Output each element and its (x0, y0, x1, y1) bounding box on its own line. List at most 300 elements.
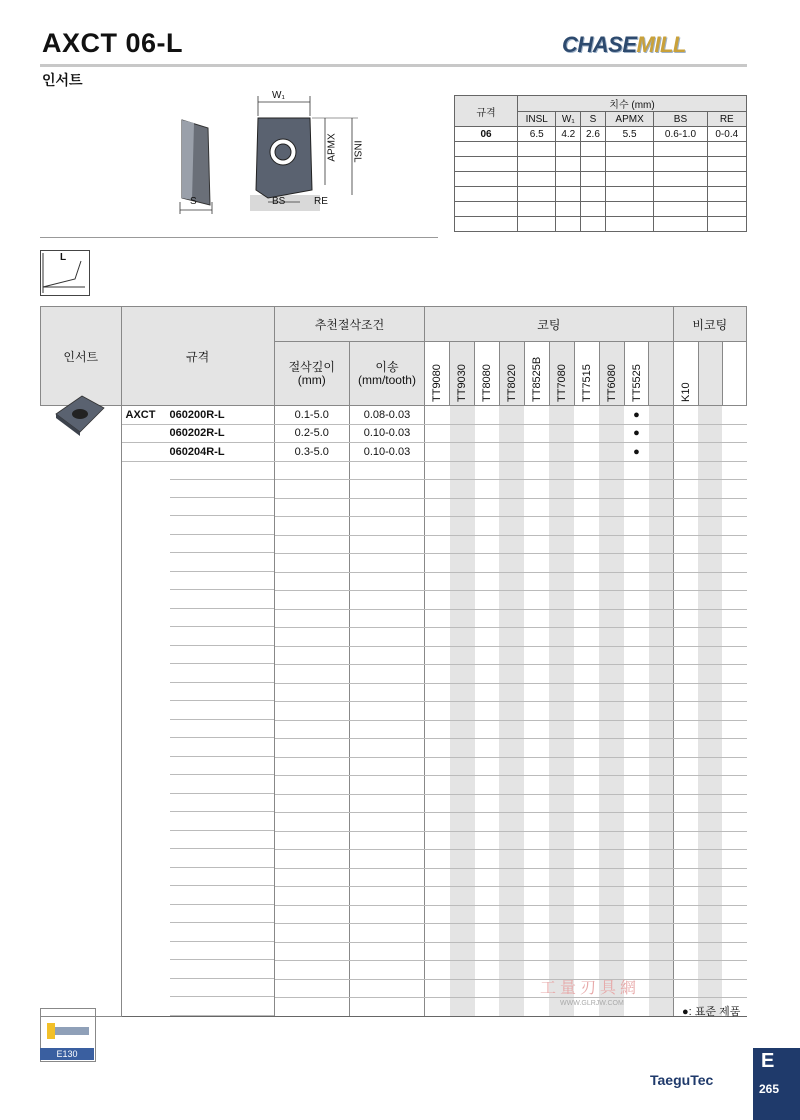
grade-cell (673, 424, 698, 443)
grade-cell (524, 609, 549, 628)
grade-cell (499, 554, 524, 573)
table-row (41, 850, 747, 869)
dims-empty-cell (556, 187, 581, 202)
grade-cell (574, 757, 599, 776)
grade-cell (649, 665, 673, 684)
grade-cell (425, 739, 450, 758)
grade-cell (599, 924, 624, 943)
grade-cell (475, 646, 500, 665)
dims-empty-cell (556, 157, 581, 172)
grade-cell (549, 646, 574, 665)
grade-cell (524, 498, 549, 517)
table-row (41, 979, 747, 998)
grade-cell (450, 924, 475, 943)
grade-cell (499, 794, 524, 813)
grade-cell (425, 831, 450, 850)
grade-cell (475, 757, 500, 776)
legend-standard: ●: 표준 제품 (682, 1006, 741, 1018)
grade-cell (425, 683, 450, 702)
label-s: S (190, 196, 197, 207)
depth-cell (274, 461, 349, 480)
grade-cell (524, 831, 549, 850)
grade-col-header (574, 342, 599, 406)
grade-cell (698, 868, 722, 887)
grade-cell (673, 591, 698, 610)
header-insert: 인서트 (41, 307, 122, 406)
grade-cell (574, 517, 599, 536)
grade-cell (649, 554, 673, 573)
grade-cell (673, 739, 698, 758)
grade-cell (698, 683, 722, 702)
dims-empty-cell (556, 202, 581, 217)
header-uncoated: 비코팅 (673, 307, 746, 342)
grade-cell (722, 683, 746, 702)
grade-cell (599, 517, 624, 536)
grade-cell (599, 665, 624, 684)
grade-cell (698, 850, 722, 869)
spec-cell (121, 905, 274, 924)
depth-cell (274, 924, 349, 943)
spec-cell (121, 998, 274, 1017)
feed-cell (349, 850, 424, 869)
grade-cell (722, 720, 746, 739)
grade-cell (450, 517, 475, 536)
grade-cell (524, 813, 549, 832)
grade-cell (673, 813, 698, 832)
spec-cell (121, 480, 274, 499)
grade-cell (624, 813, 649, 832)
grade-cell (524, 683, 549, 702)
table-row (41, 665, 747, 684)
table-row (41, 572, 747, 591)
spec-cell (121, 554, 274, 573)
grade-cell (673, 979, 698, 998)
grade-cell (722, 498, 746, 517)
insert-rows (41, 406, 747, 1017)
grade-cell (698, 887, 722, 906)
grade-cell (624, 665, 649, 684)
grade-col-header (549, 342, 574, 406)
grade-cell (722, 794, 746, 813)
grade-cell (475, 942, 500, 961)
grade-cell (698, 424, 722, 443)
grade-cell (673, 887, 698, 906)
grade-cell (499, 443, 524, 462)
grade-cell (475, 794, 500, 813)
feed-cell (349, 961, 424, 980)
feed-cell (349, 757, 424, 776)
grade-cell (722, 776, 746, 795)
grade-cell (574, 683, 599, 702)
table-row (41, 535, 747, 554)
grade-cell (722, 868, 746, 887)
grade-cell (698, 979, 722, 998)
dims-empty-cell (654, 187, 707, 202)
grade-cell (425, 424, 450, 443)
grade-cell (574, 813, 599, 832)
grade-name: TT9030 (456, 364, 469, 402)
grade-cell (599, 461, 624, 480)
table-row (455, 202, 747, 217)
spec-cell (121, 665, 274, 684)
grade-cell (450, 480, 475, 499)
grade-cell (698, 461, 722, 480)
grade-cell (599, 646, 624, 665)
dims-empty-cell (455, 187, 518, 202)
table-row (41, 831, 747, 850)
dims-empty-cell (581, 142, 606, 157)
dimensions-table (454, 95, 747, 232)
diagram-divider (40, 237, 438, 238)
depth-cell (274, 850, 349, 869)
depth-cell (274, 905, 349, 924)
grade-cell (649, 646, 673, 665)
grade-cell (649, 683, 673, 702)
depth-cell (274, 646, 349, 665)
depth-cell (274, 702, 349, 721)
table-row (41, 720, 747, 739)
table-row (41, 628, 747, 647)
reference-page-link[interactable]: E130 (40, 1048, 94, 1060)
feed-cell (349, 794, 424, 813)
spec-cell (121, 683, 274, 702)
dims-empty-cell (707, 187, 746, 202)
grade-cell (649, 720, 673, 739)
feed-cell: 0.10-0.03 (349, 424, 424, 443)
grade-cell (450, 665, 475, 684)
table-row (41, 406, 747, 425)
grade-cell (549, 868, 574, 887)
grade-cell (475, 887, 500, 906)
grade-cell (624, 905, 649, 924)
dims-col: INSL (518, 112, 556, 127)
grade-cell: ● (624, 424, 649, 443)
feed-cell (349, 646, 424, 665)
grade-cell (624, 535, 649, 554)
feed-cell (349, 887, 424, 906)
grade-cell (574, 794, 599, 813)
grade-cell (574, 554, 599, 573)
feed-cell (349, 554, 424, 573)
dims-empty-cell (605, 187, 654, 202)
grade-cell (499, 406, 524, 425)
grade-name: K10 (679, 382, 692, 402)
grade-cell (425, 905, 450, 924)
grade-cell (425, 535, 450, 554)
grade-cell (475, 924, 500, 943)
grade-cell (450, 794, 475, 813)
grade-cell (524, 887, 549, 906)
feed-cell (349, 739, 424, 758)
grade-cell (450, 961, 475, 980)
watermark-url: WWW.GLRJW.COM (560, 1000, 624, 1007)
grade-cell (499, 424, 524, 443)
grade-cell (524, 905, 549, 924)
grade-cell (499, 535, 524, 554)
grade-cell (524, 720, 549, 739)
feed-cell (349, 868, 424, 887)
spec-cell (121, 831, 274, 850)
grade-cell (425, 979, 450, 998)
table-row (41, 683, 747, 702)
spec-cell (121, 461, 274, 480)
insert-diagram (170, 90, 370, 220)
grade-cell (722, 480, 746, 499)
grade-name: TT5525 (630, 364, 643, 402)
grade-cell (649, 942, 673, 961)
grade-cell (499, 776, 524, 795)
dims-empty-cell (518, 157, 556, 172)
grade-cell (698, 480, 722, 499)
feed-cell (349, 683, 424, 702)
header-coating: 코팅 (425, 307, 673, 342)
grade-cell (722, 757, 746, 776)
grade-cell (574, 739, 599, 758)
grade-cell (599, 776, 624, 795)
feed-cell: 0.08-0.03 (349, 406, 424, 425)
grade-cell (475, 905, 500, 924)
grade-cell (649, 609, 673, 628)
spec-cell (121, 443, 274, 462)
grade-cell (425, 628, 450, 647)
spec-cell (121, 794, 274, 813)
grade-cell (475, 461, 500, 480)
spec-cell (121, 739, 274, 758)
grade-cell (599, 813, 624, 832)
grade-cell (499, 572, 524, 591)
grade-cell (599, 591, 624, 610)
grade-cell (450, 554, 475, 573)
dims-empty-cell (707, 157, 746, 172)
dims-empty-cell (605, 202, 654, 217)
grade-cell (574, 498, 599, 517)
depth-cell: 0.1-5.0 (274, 406, 349, 425)
grade-cell (698, 961, 722, 980)
table-row (455, 217, 747, 232)
grade-cell (425, 554, 450, 573)
grade-cell (574, 776, 599, 795)
grade-cell (649, 480, 673, 499)
grade-cell (722, 646, 746, 665)
grade-cell (425, 961, 450, 980)
dims-empty-cell (455, 157, 518, 172)
grade-cell (673, 942, 698, 961)
spec-cell (121, 850, 274, 869)
grade-cell (574, 831, 599, 850)
grade-cell (649, 887, 673, 906)
grade-cell (524, 443, 549, 462)
grade-cell (673, 646, 698, 665)
grade-cell (549, 498, 574, 517)
grade-cell (722, 942, 746, 961)
grade-cell (574, 535, 599, 554)
grade-cell (450, 887, 475, 906)
spec-cell (121, 535, 274, 554)
dims-empty-cell (654, 157, 707, 172)
grade-cell (649, 739, 673, 758)
depth-cell (274, 480, 349, 499)
grade-cell (450, 905, 475, 924)
depth-cell (274, 887, 349, 906)
depth-cell: 0.3-5.0 (274, 443, 349, 462)
grade-cell (549, 480, 574, 499)
grade-cell (425, 942, 450, 961)
grade-cell (698, 443, 722, 462)
grade-cell (698, 628, 722, 647)
grade-cell (549, 554, 574, 573)
grade-name: TT7515 (580, 364, 593, 402)
grade-cell (574, 924, 599, 943)
grade-cell (524, 535, 549, 554)
grade-cell (722, 535, 746, 554)
grade-cell (549, 776, 574, 795)
dims-col: APMX (605, 112, 654, 127)
grade-cell (499, 757, 524, 776)
grade-cell (624, 850, 649, 869)
grade-cell (524, 628, 549, 647)
grade-cell (450, 813, 475, 832)
spec-cell (121, 609, 274, 628)
grade-cell (499, 887, 524, 906)
grade-cell (599, 887, 624, 906)
grade-cell (499, 979, 524, 998)
grade-cell (450, 628, 475, 647)
depth-cell (274, 757, 349, 776)
feed-cell (349, 609, 424, 628)
grade-cell (574, 461, 599, 480)
grade-name: TT7080 (555, 364, 568, 402)
grade-cell (475, 535, 500, 554)
grade-col-header (425, 342, 450, 406)
spec-cell (121, 942, 274, 961)
grade-cell (425, 924, 450, 943)
grade-cell (698, 591, 722, 610)
grade-cell (425, 813, 450, 832)
dims-empty-cell (581, 157, 606, 172)
label-insl: INSL (351, 140, 363, 163)
grade-cell (450, 406, 475, 425)
depth-cell (274, 572, 349, 591)
grade-cell (673, 480, 698, 499)
grade-cell (425, 461, 450, 480)
feed-cell (349, 942, 424, 961)
grade-name: TT8080 (480, 364, 493, 402)
grade-cell (649, 905, 673, 924)
grade-cell (574, 591, 599, 610)
feed-cell (349, 572, 424, 591)
grade-cell (524, 757, 549, 776)
grade-cell (450, 942, 475, 961)
grade-cell (425, 887, 450, 906)
grade-cell (499, 831, 524, 850)
grade-cell (722, 443, 746, 462)
taegutec-logo: TaeguTec (650, 1072, 714, 1088)
grade-cell (599, 498, 624, 517)
dims-header-group: 치수 (mm) (518, 96, 747, 112)
grade-cell (499, 961, 524, 980)
grade-cell (698, 609, 722, 628)
grade-cell (549, 942, 574, 961)
grade-cell (599, 702, 624, 721)
grade-cell (649, 628, 673, 647)
depth-cell (274, 665, 349, 684)
grade-cell (499, 868, 524, 887)
grade-cell (475, 609, 500, 628)
dims-empty-cell (707, 217, 746, 232)
spec-code: 060202R-L (169, 427, 225, 440)
spec-cell (121, 406, 274, 425)
grade-cell (649, 850, 673, 869)
feed-cell (349, 535, 424, 554)
grade-cell (549, 609, 574, 628)
dims-empty-cell (556, 217, 581, 232)
dims-empty-cell (581, 202, 606, 217)
grade-cell (499, 813, 524, 832)
dims-value: 6.5 (518, 127, 556, 142)
grade-cell (722, 461, 746, 480)
grade-cell (475, 979, 500, 998)
grade-cell (499, 517, 524, 536)
depth-cell (274, 591, 349, 610)
grade-cell (574, 424, 599, 443)
grade-cell (524, 461, 549, 480)
grade-cell (722, 517, 746, 536)
dims-empty-cell (707, 172, 746, 187)
dims-empty-cell (518, 202, 556, 217)
grade-cell (450, 720, 475, 739)
insert-photo (52, 392, 108, 436)
grade-cell (624, 831, 649, 850)
grade-cell (450, 850, 475, 869)
grade-cell (549, 887, 574, 906)
grade-cell (698, 757, 722, 776)
depth-cell (274, 813, 349, 832)
grade-cell (475, 480, 500, 499)
grade-cell (425, 868, 450, 887)
grade-cell (649, 868, 673, 887)
spec-cell (121, 776, 274, 795)
dims-empty-cell (707, 202, 746, 217)
grade-cell (524, 646, 549, 665)
page-number: 265 (759, 1082, 780, 1096)
grade-cell (425, 702, 450, 721)
dims-col: BS (654, 112, 707, 127)
dims-value: 0.6-1.0 (654, 127, 707, 142)
grade-cell (524, 924, 549, 943)
grade-cell (698, 739, 722, 758)
grade-cell (425, 998, 450, 1017)
grade-cell (450, 979, 475, 998)
grade-cell (722, 961, 746, 980)
grade-cell (722, 979, 746, 998)
grade-cell (475, 554, 500, 573)
grade-cell (549, 831, 574, 850)
section-subtitle: 인서트 (42, 72, 83, 88)
grade-cell (624, 554, 649, 573)
grade-cell (649, 831, 673, 850)
grade-cell (475, 702, 500, 721)
grade-col-header (524, 342, 549, 406)
grade-cell (574, 887, 599, 906)
grade-cell (450, 868, 475, 887)
depth-cell (274, 498, 349, 517)
feed-cell (349, 813, 424, 832)
feed-cell (349, 720, 424, 739)
grade-cell (475, 406, 500, 425)
grade-cell (722, 424, 746, 443)
grade-cell (698, 813, 722, 832)
grade-cell (649, 757, 673, 776)
